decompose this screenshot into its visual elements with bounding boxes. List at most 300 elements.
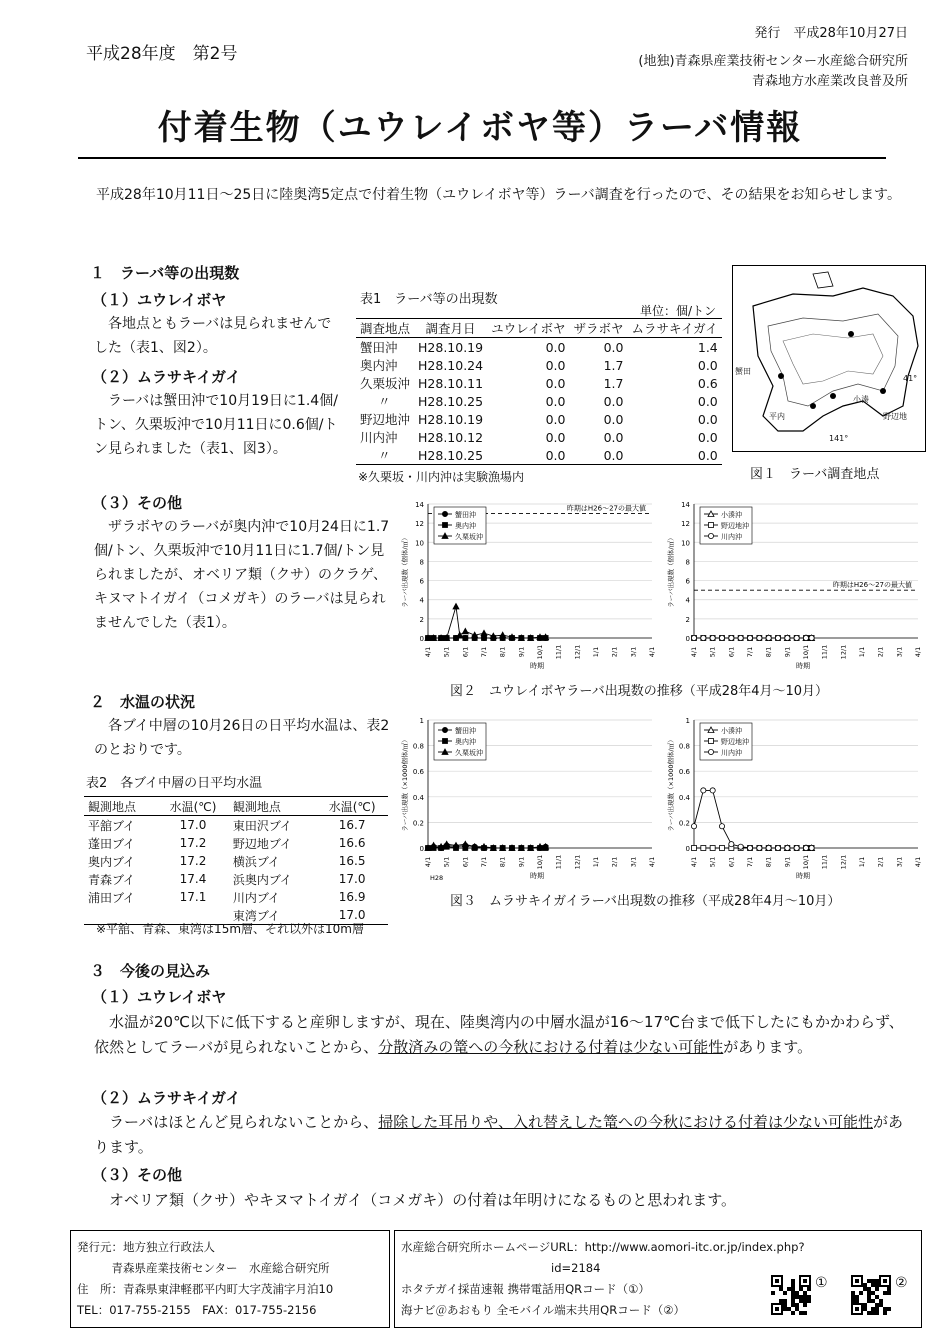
qr-module xyxy=(791,1303,795,1307)
qr-code-1-icon[interactable] xyxy=(771,1275,811,1315)
table1-cell: 蟹田沖 xyxy=(360,340,398,355)
section3-sub3-text: オベリア類（クサ）やキヌマトイガイ（コメガキ）の付着は年明けになるものと思われます。 xyxy=(94,1191,737,1209)
qr-module xyxy=(887,1307,891,1311)
section1-sub2-heading: （２）ムラサキイガイ xyxy=(92,368,241,386)
qr-module xyxy=(783,1299,787,1303)
y-tick-label: 6 xyxy=(419,577,424,586)
homepage-url-link[interactable]: 水産総合研究所ホームページURL：http://www.aomori-itc.or.jp/index.php? xyxy=(401,1240,805,1254)
qr-module xyxy=(871,1283,875,1287)
qr-module xyxy=(855,1295,859,1299)
table1-header: ザラボヤ xyxy=(569,319,627,338)
title-rule xyxy=(78,157,886,159)
x-tick-label: 1/1 xyxy=(592,856,600,868)
table1-cell: H28.10.19 xyxy=(418,339,484,355)
y-tick-label: 0.6 xyxy=(412,768,424,777)
data-point xyxy=(462,628,468,634)
x-tick-label: 1/1 xyxy=(858,646,866,658)
x-tick-label: 5/1 xyxy=(708,646,717,658)
y-tick-label: 8 xyxy=(685,558,690,567)
data-point xyxy=(720,846,725,851)
x-tick-label: 1/1 xyxy=(592,646,600,658)
x-tick-label: 4/1 xyxy=(690,646,698,658)
table2-cell: 16.9 xyxy=(338,890,366,904)
table1 xyxy=(356,318,722,465)
chart-svg xyxy=(664,712,926,884)
qr-module xyxy=(799,1287,803,1291)
table2-caption: 表2 各ブイ中層の日平均水温 xyxy=(86,776,263,791)
y-tick-label: 10 xyxy=(681,539,690,548)
map-label: 41° xyxy=(903,374,918,383)
table1-cell: H28.10.24 xyxy=(418,357,484,373)
section3-sub3-heading: （３）その他 xyxy=(92,1166,183,1184)
y-tick-label: 10 xyxy=(415,539,424,548)
legend-label: 久栗坂沖 xyxy=(455,749,483,757)
qr-module xyxy=(879,1303,883,1307)
table2 xyxy=(84,796,388,925)
table1-header-row xyxy=(356,319,722,338)
qr-module xyxy=(871,1299,875,1303)
table2-header: 水温(℃) xyxy=(316,797,388,816)
data-point xyxy=(691,635,696,640)
x-tick-label: 8/1 xyxy=(498,646,507,658)
x-tick-label: 4/1 xyxy=(648,646,656,658)
table1-cell: 1.7 xyxy=(603,357,624,373)
qr-code-2-icon[interactable] xyxy=(851,1275,891,1315)
qr-label-1: ホタテガイ採苗速報 携帯電話用QRコード（①） xyxy=(401,1282,650,1296)
x-axis-label: 時期 xyxy=(530,872,544,880)
table2-row xyxy=(84,852,388,870)
table1-cell: 0.0 xyxy=(697,429,718,445)
qr-finder xyxy=(803,1279,807,1283)
table1-cell: H28.10.11 xyxy=(418,375,484,391)
qr-module xyxy=(863,1283,867,1287)
x-tick-label: 7/1 xyxy=(746,646,754,658)
x-tick-label: 12/1 xyxy=(839,644,848,660)
table2-cell: 平舘ブイ xyxy=(88,818,135,833)
legend-marker xyxy=(443,523,448,528)
table1-header: 調査月日 xyxy=(414,319,487,338)
x-tick-label: 5/1 xyxy=(708,856,717,868)
data-point xyxy=(463,636,468,641)
x-tick-label: 1/1 xyxy=(858,856,866,868)
legend-label: 小湊沖 xyxy=(721,727,742,735)
legend-marker xyxy=(708,749,713,754)
x-tick-label: 7/1 xyxy=(480,856,488,868)
y-axis-label: ラーバ出現数（×1000個体/㎥） xyxy=(667,736,675,832)
table2-cell: 野辺地ブイ xyxy=(232,836,292,851)
table1-cell: H28.10.19 xyxy=(418,411,484,427)
legend-marker xyxy=(442,511,447,516)
data-point xyxy=(708,749,713,754)
x-tick-label: 8/1 xyxy=(764,646,773,658)
table2-cell: 川内ブイ xyxy=(232,890,280,905)
qr-module xyxy=(795,1295,799,1299)
chart-fig2-right xyxy=(664,496,926,674)
data-point xyxy=(809,635,814,640)
section1-sub3-heading: （３）その他 xyxy=(92,494,183,512)
x-tick-label: 12/1 xyxy=(839,854,848,870)
legend-label: 川内沖 xyxy=(721,749,742,757)
x-tick-label: 4/1 xyxy=(424,646,432,658)
y-tick-label: 12 xyxy=(415,520,424,529)
qr-module xyxy=(799,1311,803,1315)
qr-module xyxy=(883,1311,887,1315)
table1-cell: 0.0 xyxy=(697,357,718,373)
qr-module xyxy=(887,1287,891,1291)
table2-cell: 蓬田ブイ xyxy=(88,836,135,851)
qr-finder xyxy=(775,1279,779,1283)
homepage-url-id[interactable]: id=2184 xyxy=(551,1261,601,1275)
table2-row xyxy=(84,816,388,835)
table2-cell: 17.2 xyxy=(179,854,207,868)
section1-sub2-text: ラーバは蟹田沖で10月19日に1.4個/トン、久栗坂沖で10月11日に0.6個/トン見られました（表1、図3）。 xyxy=(94,393,338,457)
section2-text: 各ブイ中層の10月26日の日平均水温は、表2のとおりです。 xyxy=(94,718,390,758)
x-tick-label: 9/1 xyxy=(517,646,526,658)
y-tick-label: 1 xyxy=(685,717,690,725)
section3-sub2-text-a: ラーバはほとんど見られないことから、 xyxy=(94,1113,379,1131)
qr-module xyxy=(867,1299,871,1303)
table1-header: ユウレイボヤ xyxy=(487,319,569,338)
y-tick-label: 12 xyxy=(681,520,690,529)
qr-module xyxy=(851,1295,855,1299)
table1-unit: 単位：個/トン xyxy=(640,304,717,318)
series-line xyxy=(428,606,546,638)
x-tick-label: 2/1 xyxy=(876,646,885,658)
qr-module xyxy=(779,1287,783,1291)
publish-date: 発行 平成28年10月27日 xyxy=(754,26,908,41)
x-tick-label: 4/1 xyxy=(648,856,656,868)
section1-heading: １ ラーバ等の出現数 xyxy=(90,264,240,282)
intro-text: 平成28年10月11日～25日に陸奥湾5定点で付着生物（ユウレイボヤ等）ラーバ調査を行ったので、その結果をお知らせします。 xyxy=(82,187,901,203)
data-point xyxy=(701,846,706,851)
qr-module xyxy=(787,1307,791,1311)
table1-cell: 1.4 xyxy=(697,339,718,355)
table2-header: 水温(℃) xyxy=(157,797,229,816)
data-point xyxy=(708,533,713,538)
x-tick-label: 10/1 xyxy=(802,644,810,660)
table2-row xyxy=(84,870,388,888)
qr-module xyxy=(875,1279,879,1283)
table2-cell: 16.7 xyxy=(338,818,366,832)
x-tick-label: 4/1 xyxy=(914,646,922,658)
table1-cell: 久栗坂沖 xyxy=(360,376,411,391)
qr-module xyxy=(875,1311,879,1315)
legend-marker xyxy=(709,523,714,528)
qr-module xyxy=(791,1279,795,1283)
legend-label: 川内沖 xyxy=(721,533,742,541)
table1-cell: 0.0 xyxy=(628,446,722,465)
qr-label-2: 海ナビ＠あおもり 全モバイル端末共用QRコード（②） xyxy=(401,1303,686,1317)
table1-cell: 0.0 xyxy=(697,411,718,427)
footer-links-box xyxy=(394,1230,922,1328)
y-tick-label: 0.4 xyxy=(678,793,690,802)
chart-svg xyxy=(398,496,660,674)
legend-label: 野辺地沖 xyxy=(721,522,749,530)
data-point xyxy=(442,511,447,516)
qr-number-2: ② xyxy=(895,1275,908,1291)
table1-row xyxy=(356,356,722,374)
data-point xyxy=(701,635,706,640)
x-tick-label: 3/1 xyxy=(895,856,904,868)
x-tick-label: 11/1 xyxy=(820,644,829,660)
table1-cell: 0.0 xyxy=(603,393,624,409)
footer-address-line: 住 所：青森県東津軽郡平内町大字茂浦字月泊10 xyxy=(77,1282,334,1296)
table1-row xyxy=(356,374,722,392)
footer-publisher-box xyxy=(70,1230,390,1328)
x-tick-label: 6/1 xyxy=(461,646,470,658)
table2-cell: 17.0 xyxy=(316,906,388,925)
data-point xyxy=(747,635,752,640)
qr-module xyxy=(883,1291,887,1295)
table1-cell: 〃 xyxy=(378,394,391,409)
table1-cell: 奥内沖 xyxy=(360,358,398,373)
legend-marker xyxy=(443,739,448,744)
y-tick-label: 8 xyxy=(419,558,424,567)
data-point xyxy=(785,635,790,640)
qr-module xyxy=(871,1307,875,1311)
qr-finder xyxy=(883,1279,887,1283)
data-point xyxy=(709,523,714,528)
table1-header: ムラサキイガイ xyxy=(628,319,722,338)
footer-publisher-line: 青森県産業技術センター 水産総合研究所 xyxy=(77,1261,330,1275)
x-tick-label: 8/1 xyxy=(498,856,507,868)
data-point xyxy=(709,739,714,744)
table1-cell: 〃 xyxy=(356,446,414,465)
chart-fig2-left xyxy=(398,496,660,674)
qr-module xyxy=(867,1291,871,1295)
x-tick-label: 3/1 xyxy=(895,646,904,658)
table1-row xyxy=(356,410,722,428)
data-point xyxy=(482,636,487,641)
section3-sub1-heading: （１）ユウレイボヤ xyxy=(92,988,227,1006)
qr-finder xyxy=(855,1307,859,1311)
bay-map-graphic xyxy=(733,266,925,451)
qr-module xyxy=(879,1299,883,1303)
qr-finder xyxy=(775,1307,779,1311)
table1-cell: 0.0 xyxy=(545,393,566,409)
table2-cell: 横浜ブイ xyxy=(232,854,280,869)
table2-cell: 17.4 xyxy=(179,872,207,886)
data-point xyxy=(757,635,762,640)
section2-heading: ２ 水温の状況 xyxy=(90,693,196,711)
data-point xyxy=(794,845,799,850)
table2-cell: 青森ブイ xyxy=(88,872,135,887)
table2-cell: 16.6 xyxy=(338,836,366,850)
legend-label: 小湊沖 xyxy=(721,511,742,519)
y-axis-label: ラーバ出現数（個体/㎥） xyxy=(667,534,675,608)
table1-cell: 0.6 xyxy=(697,375,718,391)
qr-module xyxy=(787,1287,791,1291)
x-tick-label: 11/1 xyxy=(820,854,829,870)
org-line-2: 青森地方水産業改良普及所 xyxy=(751,74,908,89)
table2-cell: 16.5 xyxy=(338,854,366,868)
section3-sub1-text-underlined: 分散済みの篭への今秋における付着は少ない可能性 xyxy=(378,1038,724,1056)
data-point xyxy=(803,845,808,850)
qr-module xyxy=(803,1295,807,1299)
qr-module xyxy=(783,1307,787,1311)
data-point xyxy=(701,788,706,793)
table1-cell: 野辺地沖 xyxy=(360,412,411,427)
section3-sub2-heading: （２）ムラサキイガイ xyxy=(92,1089,241,1107)
map-label: 野辺地 xyxy=(883,412,907,421)
footer-contact-line: TEL：017-755-2155 FAX：017-755-2156 xyxy=(77,1303,317,1317)
table1-cell: 川内沖 xyxy=(360,430,398,445)
x-tick-label: 7/1 xyxy=(480,646,488,658)
y-tick-label: 0.2 xyxy=(678,819,690,828)
section3-sub2-text xyxy=(94,1110,910,1160)
qr-module xyxy=(771,1291,775,1295)
y-tick-label: 0 xyxy=(685,845,690,853)
table2-cell: 浦田ブイ xyxy=(88,890,135,905)
x-tick-label: 10/1 xyxy=(802,854,810,870)
y-tick-label: 0 xyxy=(685,635,690,643)
x-tick-label: 8/1 xyxy=(764,856,773,868)
legend-label: 奥内沖 xyxy=(455,522,476,530)
y-tick-label: 14 xyxy=(415,501,424,509)
table2-cell: 東田沢ブイ xyxy=(232,818,292,833)
data-point xyxy=(500,632,506,638)
table2-cell: 17.2 xyxy=(179,836,207,850)
data-point xyxy=(443,739,448,744)
qr-module xyxy=(871,1291,875,1295)
table1-row xyxy=(356,428,722,446)
table1-cell: 1.7 xyxy=(603,375,624,391)
qr-module xyxy=(859,1291,863,1295)
table1-cell: 0.0 xyxy=(545,375,566,391)
data-point xyxy=(775,635,780,640)
chart-svg xyxy=(664,496,926,674)
section3-sub2-text-underlined: 掃除した耳吊りや、入れ替えした篭への今秋における付着は少ない可能性 xyxy=(378,1113,873,1131)
x-tick-label: 4/1 xyxy=(690,856,698,868)
data-point xyxy=(442,727,447,732)
org-line-1: (地独)青森県産業技術センター水産総合研究所 xyxy=(638,54,908,69)
section3-heading: ３ 今後の見込み xyxy=(90,962,211,980)
table1-cell: 0.0 xyxy=(603,339,624,355)
chart-fig3-left xyxy=(398,712,660,884)
table2-header: 観測地点 xyxy=(229,797,316,816)
x-axis-label: 時期 xyxy=(796,872,810,880)
map-caption: 図１ ラーバ調査地点 xyxy=(750,467,880,482)
qr-module xyxy=(799,1299,803,1303)
section1-sub3-text: ザラボヤのラーバが奥内沖で10月24日に1.7個/トン、久栗坂沖で10月11日に1.7個/トン見られましたが、オベリア類（クサ）のクラゲ、キヌマトイガイ（コメガキ）のラーバは見られませんでした（表1）。 xyxy=(94,519,390,631)
qr-module xyxy=(887,1291,891,1295)
qr-module xyxy=(851,1299,855,1303)
y-tick-label: 0 xyxy=(419,845,424,853)
section3-sub1-text xyxy=(94,1010,910,1060)
qr-module xyxy=(803,1303,807,1307)
table1-row xyxy=(356,446,722,465)
qr-module xyxy=(807,1295,811,1299)
x-axis-label: 時期 xyxy=(796,662,810,670)
qr-module xyxy=(875,1287,879,1291)
x-tick-label: 4/1 xyxy=(914,856,922,868)
x-tick-label: 10/1 xyxy=(536,854,544,870)
data-point xyxy=(710,846,715,851)
legend-label: 野辺地沖 xyxy=(721,738,749,746)
survey-map xyxy=(732,265,926,452)
legend-marker xyxy=(708,533,713,538)
table1-row xyxy=(356,338,722,357)
table1-note: ※久栗坂・川内沖は実験漁場内 xyxy=(358,470,525,484)
y-tick-label: 0.4 xyxy=(412,793,424,802)
fig3-caption: 図３ ムラサキイガイラーバ出現数の推移（平成28年4月～10月） xyxy=(450,894,841,909)
table1-cell: H28.10.25 xyxy=(418,393,484,409)
qr-module xyxy=(791,1287,795,1291)
x-tick-label: 11/1 xyxy=(554,854,563,870)
map-label: 蟹田 xyxy=(735,367,751,376)
section1-sub1-heading: （１）ユウレイボヤ xyxy=(92,291,227,309)
x-tick-label: 4/1 xyxy=(424,856,432,868)
data-point xyxy=(481,630,487,636)
table2-cell: 浜奥内ブイ xyxy=(232,872,292,887)
table1-cell: 0.0 xyxy=(545,339,566,355)
table2-cell: 17.0 xyxy=(179,818,207,832)
qr-module xyxy=(803,1291,807,1295)
data-point xyxy=(710,635,715,640)
table2-header: 観測地点 xyxy=(84,797,157,816)
map-label: 141° xyxy=(829,434,849,443)
data-point xyxy=(729,842,734,847)
data-point xyxy=(729,635,734,640)
data-point xyxy=(766,635,771,640)
table1-header: 調査地点 xyxy=(356,319,414,338)
legend-marker xyxy=(442,727,447,732)
y-tick-label: 1 xyxy=(419,717,424,725)
qr-module xyxy=(779,1299,783,1303)
x-tick-label: 5/1 xyxy=(442,646,451,658)
x-tick-label: 11/1 xyxy=(554,644,563,660)
data-point xyxy=(719,635,724,640)
x-tick-label: 2/1 xyxy=(610,856,619,868)
x-tick-label: 6/1 xyxy=(727,646,736,658)
data-point xyxy=(785,845,790,850)
qr-module xyxy=(799,1295,803,1299)
table2-cell: 17.1 xyxy=(179,890,207,904)
qr-module xyxy=(851,1291,855,1295)
footer-publisher-line: 発行元：地方独立行政法人 xyxy=(77,1240,215,1254)
y-tick-label: 4 xyxy=(685,596,690,605)
qr-module xyxy=(883,1307,887,1311)
qr-module xyxy=(791,1283,795,1287)
legend-marker xyxy=(709,739,714,744)
table1-cell: 0.0 xyxy=(697,393,718,409)
table2-header-row xyxy=(84,797,388,816)
x-tick-label: 9/1 xyxy=(783,856,792,868)
qr-module xyxy=(867,1295,871,1299)
qr-module xyxy=(863,1307,867,1311)
table1-cell: H28.10.12 xyxy=(418,429,484,445)
table1-caption: 表1 ラーバ等の出現数 xyxy=(360,292,498,307)
x-axis-label: 時期 xyxy=(530,662,544,670)
y-tick-label: 0.6 xyxy=(678,768,690,777)
qr-module xyxy=(795,1307,799,1311)
qr-module xyxy=(791,1299,795,1303)
qr-module xyxy=(875,1283,879,1287)
page-title: 付着生物（ユウレイボヤ等）ラーバ情報 xyxy=(157,108,803,148)
table2-cell: 17.0 xyxy=(338,872,366,886)
x-tick-label: 12/1 xyxy=(573,644,582,660)
y-tick-label: 4 xyxy=(419,596,424,605)
data-point xyxy=(803,635,808,640)
qr-module xyxy=(867,1279,871,1283)
reference-label: 昨期はH26～27の最大値 xyxy=(566,504,646,513)
data-point xyxy=(757,845,762,850)
qr-module xyxy=(863,1287,867,1291)
legend-label: 久栗坂沖 xyxy=(455,533,483,541)
x-tick-label: 6/1 xyxy=(461,856,470,868)
fig2-caption: 図２ ユウレイボヤラーバ出現数の推移（平成28年4月～10月） xyxy=(450,684,829,699)
y-tick-label: 2 xyxy=(419,615,424,624)
